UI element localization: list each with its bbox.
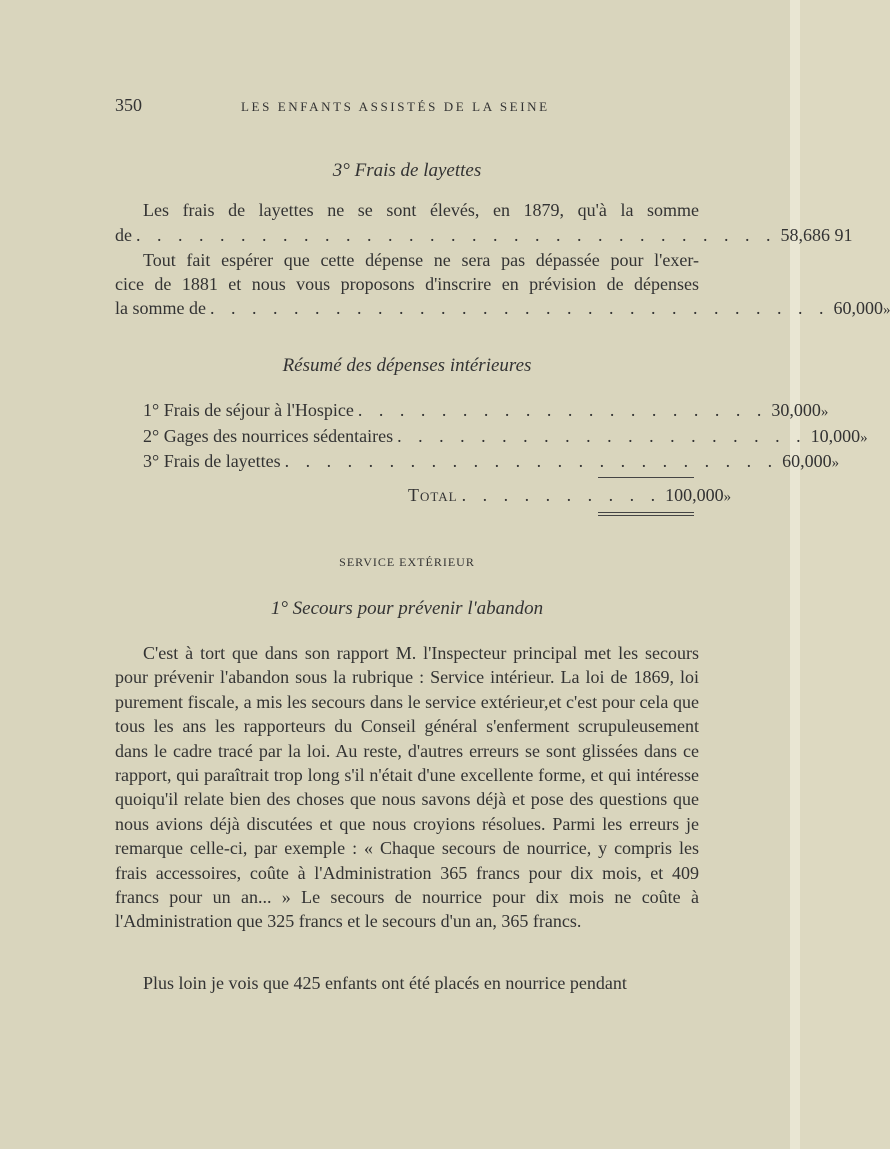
paragraph-text: C'est à tort que dans son rapport M. l'Inspecteur principal met les secours pour prévenir l'abandon sous la rubrique : Service intérieur. La loi de 1869, loi purement fiscale, a mis les secours dans le service extérieur,et c'est pour cela que tous les ans les rapporteurs du Conseil général s'enferment scrupuleusement dans le cadre tracé par la loi. Au reste, d'autres erreurs se sont glissées dans ce rapport, qui paraîtrait trop long s'il n'était d'une excellente forme, et qui intéresse quoiqu'il relate bien des choses que nous savons déjà et pose des questions que nous avions déjà discutées et que nous croyions résolues. Parmi les erreurs je remarque celle-ci, par exemple : « Chaque secours de nourrice, y compris les frais accessoires, coûte à l'Administration 365 francs pour dix mois, et 409 francs pour un an... » Le secours de nourrice pour dix mois ne coûte à l'Administration que 325 francs et le secours d'un an, 365 francs. [115, 643, 699, 932]
section-title-layettes: 3° Frais de layettes [332, 160, 482, 181]
summary-title: Résumé des dépenses intérieures [282, 355, 532, 376]
summary-total [408, 485, 732, 506]
page-header [115, 95, 695, 119]
ditto-mark: » [882, 302, 890, 318]
sum-rule [598, 477, 694, 478]
total-amount: 100,000 [665, 485, 724, 505]
page-number: 350 [115, 95, 142, 115]
leader-dots: . . . . . . . . . . . . . . . . . . . . [397, 426, 807, 446]
item-amount: 30,000 [771, 400, 821, 420]
leader-dots: . . . . . . . . . . . . . . . . . . . . . . . . [284, 451, 779, 471]
leader-dots: . . . . . . . . . . . . . . . . . . . . . . . . . . . . . . [209, 298, 830, 318]
section-heading-service-exterieur: SERVICE EXTÉRIEUR [339, 555, 475, 569]
paragraph-text: Plus loin je vois que 425 enfants ont été placés en nourrice pendant [143, 973, 627, 993]
layettes-p2-lead-row [115, 298, 890, 319]
item-label: 3° Frais de layettes [143, 451, 281, 471]
leader-dots: . . . . . . . . . . [461, 485, 662, 505]
ditto-mark: » [860, 430, 868, 446]
item-amount: 10,000 [810, 426, 861, 446]
layettes-p1-line1: Les frais de layettes ne se sont élevés, en 1879, qu'à la somme [143, 200, 699, 220]
running-title: LES ENFANTS ASSISTÉS DE LA SEINE [241, 99, 550, 114]
section-title-secours: 1° Secours pour prévenir l'abandon [270, 598, 544, 619]
ditto-mark: » [831, 455, 840, 471]
amount: 58,686 91 [780, 225, 853, 245]
lead-text: la somme de [115, 298, 206, 318]
layettes-p2-line2: cice de 1881 et nous vous proposons d'inscrire en prévision de dépenses [115, 274, 699, 294]
total-label: Total [408, 485, 458, 505]
layettes-p2-line1: Tout fait espérer que cette dépense ne sera pas dépassée pour l'exer- [143, 250, 699, 270]
total-rule-2 [598, 515, 694, 516]
leader-dots: . . . . . . . . . . . . . . . . . . . . [357, 400, 768, 420]
secours-paragraph-1 [115, 641, 699, 934]
leader-dots: . . . . . . . . . . . . . . . . . . . . . . . . . . . . . . . [136, 225, 777, 245]
item-amount: 60,000 [782, 451, 832, 471]
secours-paragraph-2 [115, 971, 699, 995]
ditto-mark: » [723, 489, 732, 505]
ditto-mark: » [820, 404, 829, 420]
total-rule-1 [598, 512, 694, 513]
summary-item-1 [143, 400, 829, 421]
item-label: 1° Frais de séjour à l'Hospice [143, 400, 354, 420]
lead-text: de [115, 225, 132, 245]
item-label: 2° Gages des nourrices sédentaires [143, 426, 394, 446]
page-edge [790, 0, 800, 1149]
amount: 60,000 [833, 298, 883, 318]
summary-item-3 [143, 451, 840, 472]
summary-item-2 [143, 426, 868, 447]
layettes-p1-lead-row [115, 225, 853, 246]
